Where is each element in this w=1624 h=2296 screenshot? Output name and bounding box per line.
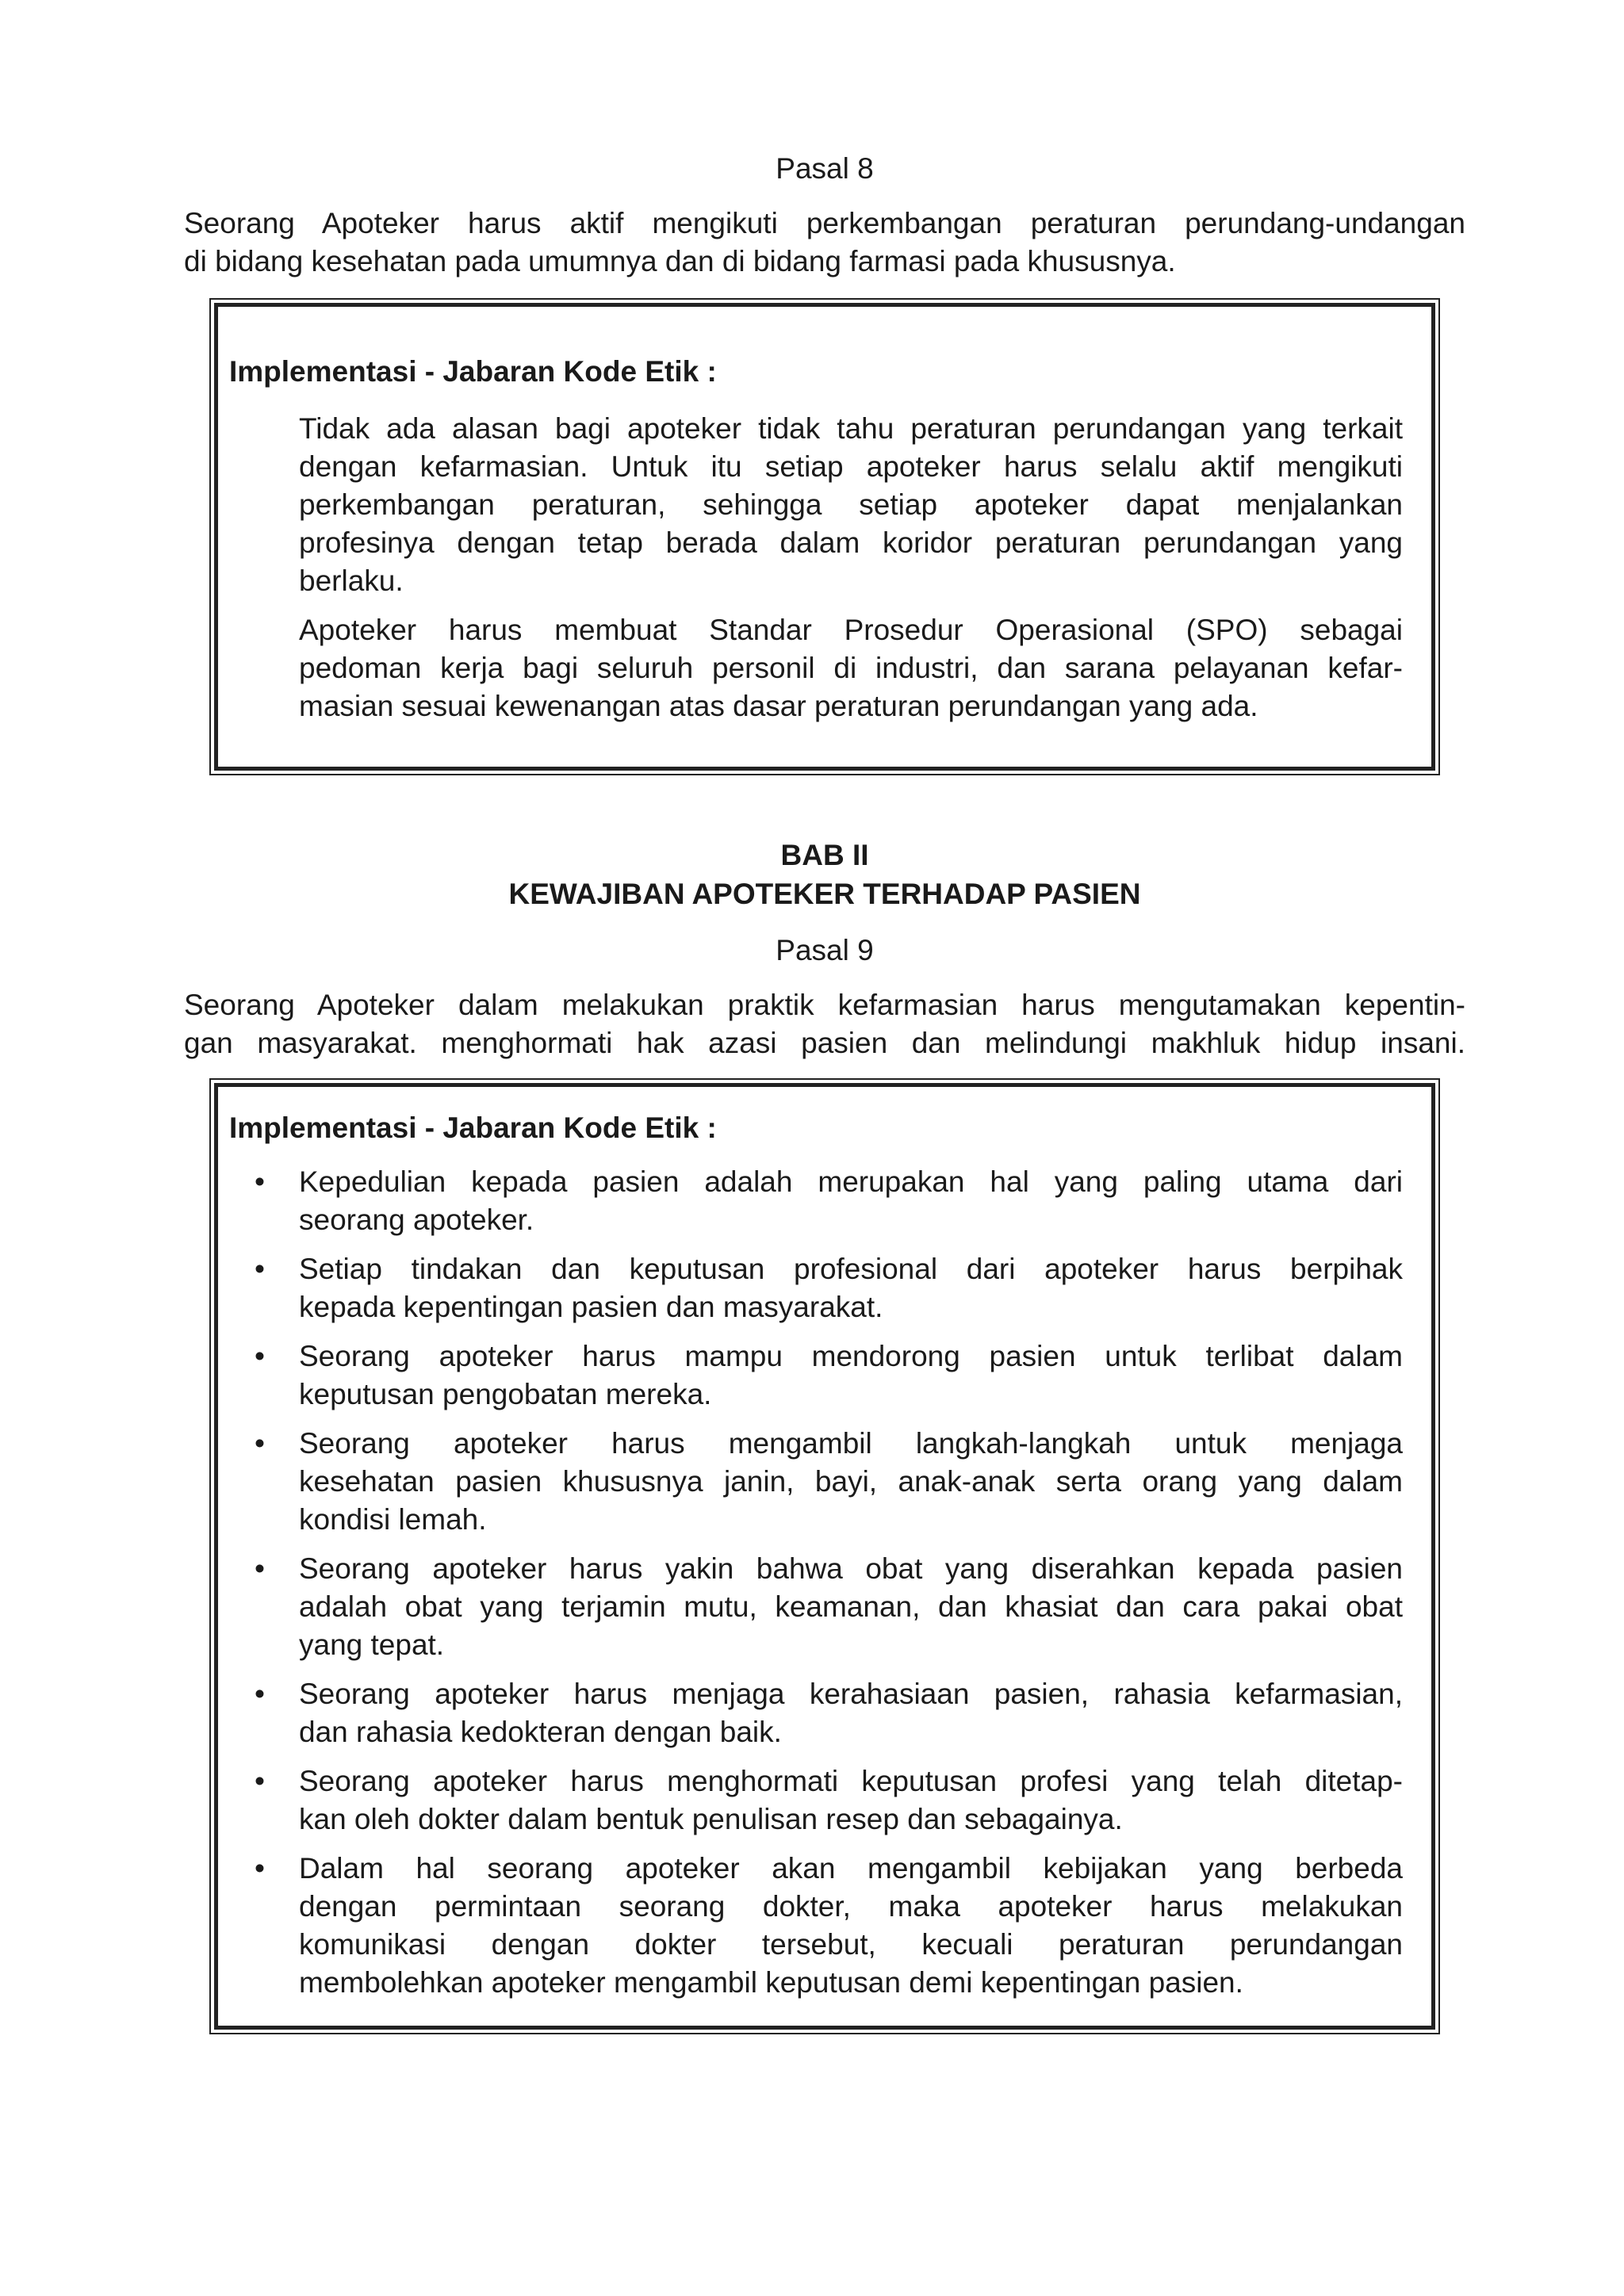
list-item-line: keputusan pengobatan mereka. xyxy=(299,1378,712,1410)
list-item xyxy=(255,1762,1403,1839)
list-item-line: kesehatan pasien khususnya janin, bayi, anak-anak serta orang yang dalam xyxy=(299,1465,1403,1498)
list-item-line: Setiap tindakan dan keputusan profesional dari apoteker harus berpihak xyxy=(299,1253,1403,1285)
list-item xyxy=(255,1675,1403,1751)
box-1-p1-line-4: profesinya dengan tetap berada dalam koridor peraturan perundangan yang xyxy=(299,526,1403,559)
list-item-line: kan oleh dokter dalam bentuk penulisan resep dan sebagainya. xyxy=(299,1803,1123,1835)
box-1-p1-line-3: perkembangan peraturan, sehingga setiap apoteker dapat menjalankan xyxy=(299,488,1403,521)
list-item xyxy=(255,1850,1403,2002)
list-item-line: dan rahasia kedokteran dengan baik. xyxy=(299,1716,782,1748)
box-1-p2-line-2: pedoman kerja bagi seluruh personil di industri, dan sarana pelayanan kefar- xyxy=(299,652,1403,684)
list-item-line: komunikasi dengan dokter tersebut, kecuali peraturan perundangan xyxy=(299,1928,1403,1961)
list-item-line: Dalam hal seorang apoteker akan mengambil kebijakan yang berbeda xyxy=(299,1852,1403,1885)
implementation-box-2 xyxy=(209,1078,1440,2034)
list-item-line: Seorang apoteker harus menjaga kerahasiaan pasien, rahasia kefarmasian, xyxy=(299,1678,1403,1710)
pasal-9-line-1: Seorang Apoteker dalam melakukan praktik kefarmasian harus mengutamakan kepentin- xyxy=(184,989,1465,1021)
list-item-line: Seorang apoteker harus mampu mendorong pasien untuk terlibat dalam xyxy=(299,1340,1403,1372)
bullet-icon: • xyxy=(255,1253,265,1285)
list-item xyxy=(255,1550,1403,1664)
list-item-line: Seorang apoteker harus yakin bahwa obat yang diserahkan kepada pasien xyxy=(299,1552,1403,1585)
implementation-box-1-paragraph-2 xyxy=(299,611,1403,725)
box-1-p2-line-1: Apoteker harus membuat Standar Prosedur Operasional (SPO) sebagai xyxy=(299,614,1403,646)
pasal-8-title: Pasal 8 xyxy=(776,152,874,185)
box-1-p2-line-3: masian sesuai kewenangan atas dasar peraturan perundangan yang ada. xyxy=(299,690,1258,722)
list-item-line: Seorang apoteker harus menghormati keputusan profesi yang telah ditetap- xyxy=(299,1765,1403,1797)
bullet-icon: • xyxy=(255,1765,265,1797)
list-item xyxy=(255,1163,1403,1239)
implementation-box-1-frame xyxy=(214,303,1435,771)
implementation-box-2-frame xyxy=(214,1083,1435,2030)
implementation-box-1 xyxy=(209,298,1440,775)
bullet-icon: • xyxy=(255,1852,265,1885)
bullet-icon: • xyxy=(255,1678,265,1710)
bullet-icon: • xyxy=(255,1340,265,1372)
list-item-line: seorang apoteker. xyxy=(299,1203,534,1236)
pasal-9-title: Pasal 9 xyxy=(776,934,874,966)
pasal-8-line-1: Seorang Apoteker harus aktif mengikuti perkembangan peraturan perundang-undangan xyxy=(184,207,1465,239)
list-item-line: yang tepat. xyxy=(299,1628,445,1661)
bullet-icon: • xyxy=(255,1165,265,1198)
bullet-icon: • xyxy=(255,1552,265,1585)
chapter-subtitle: KEWAJIBAN APOTEKER TERHADAP PASIEN xyxy=(508,878,1141,910)
list-item-line: membolehkan apoteker mengambil keputusan demi kepentingan pasien. xyxy=(299,1966,1243,1999)
box-1-p1-line-1: Tidak ada alasan bagi apoteker tidak tahu peraturan perundangan yang terkait xyxy=(299,412,1403,445)
pasal-9-text xyxy=(184,986,1465,1062)
pasal-8-text xyxy=(184,205,1465,281)
list-item-line: kondisi lemah. xyxy=(299,1503,487,1536)
list-item-line: Seorang apoteker harus mengambil langkah-langkah untuk menjaga xyxy=(299,1427,1403,1460)
implementation-box-2-heading: Implementasi - Jabaran Kode Etik : xyxy=(229,1112,717,1144)
list-item-line: kepada kepentingan pasien dan masyarakat. xyxy=(299,1291,883,1323)
pasal-9-line-2: gan masyarakat. menghormati hak azasi pasien dan melindungi makhluk hidup insani. xyxy=(184,1027,1465,1059)
list-item-line: Kepedulian kepada pasien adalah merupakan hal yang paling utama dari xyxy=(299,1165,1403,1198)
box-1-p1-line-5: berlaku. xyxy=(299,564,404,597)
implementation-box-1-paragraph-1 xyxy=(299,410,1403,600)
list-item-line: adalah obat yang terjamin mutu, keamanan, dan khasiat dan cara pakai obat xyxy=(299,1590,1403,1623)
bullet-icon: • xyxy=(255,1427,265,1460)
list-item-line: dengan permintaan seorang dokter, maka apoteker harus melakukan xyxy=(299,1890,1403,1923)
list-item xyxy=(255,1337,1403,1414)
list-item xyxy=(255,1425,1403,1539)
implementation-box-1-heading: Implementasi - Jabaran Kode Etik : xyxy=(229,355,717,388)
list-item xyxy=(255,1250,1403,1326)
chapter-title: BAB II xyxy=(780,839,869,871)
box-1-p1-line-2: dengan kefarmasian. Untuk itu setiap apoteker harus selalu aktif mengikuti xyxy=(299,450,1403,483)
pasal-8-line-2: di bidang kesehatan pada umumnya dan di bidang farmasi pada khususnya. xyxy=(184,245,1176,277)
